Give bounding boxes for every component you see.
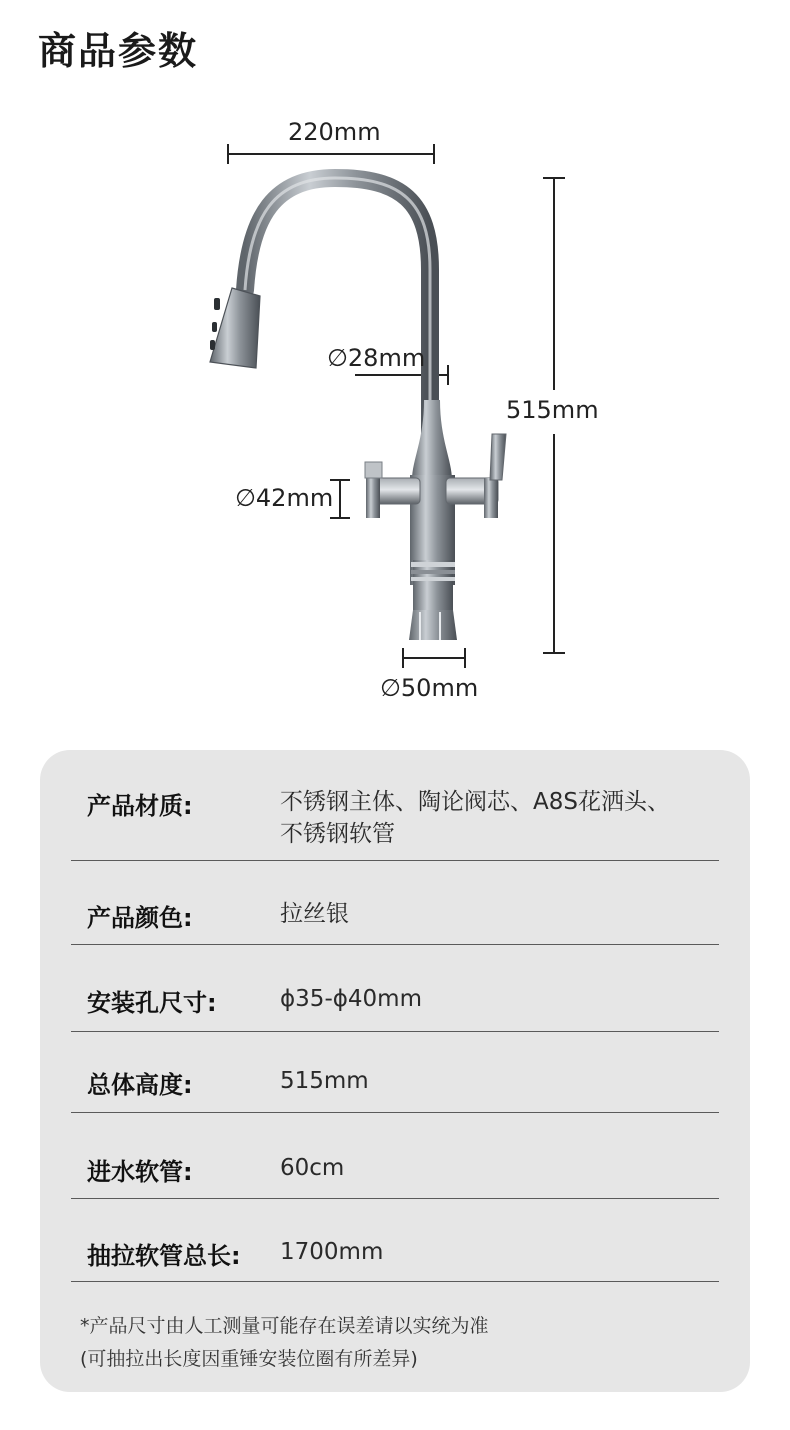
measurement-note: *产品尺寸由人工测量可能存在误差请以实统为准 [80, 1315, 489, 1337]
spout-diameter-label: ∅28mm [327, 344, 426, 372]
left-lever-icon [365, 462, 382, 478]
reach-label: 220mm [288, 118, 381, 146]
spec-label: 产品颜色: [87, 904, 193, 932]
faucet-base [409, 610, 457, 640]
spec-value: ϕ35-ϕ40mm [280, 986, 422, 1012]
spec-label: 进水软管: [87, 1158, 193, 1186]
height-label: 515mm [506, 396, 599, 424]
faucet-spout [245, 178, 430, 490]
reach-dimension-line [228, 144, 434, 164]
spec-label: 总体高度: [87, 1071, 193, 1099]
spec-label: 产品材质: [87, 792, 193, 820]
spec-value: 60cm [280, 1155, 345, 1181]
faucet-illustration [0, 100, 790, 720]
spec-row-pullout-hose [71, 1200, 719, 1282]
faucet-dimension-diagram [0, 100, 790, 720]
spec-row-material [71, 750, 719, 861]
body-diameter-label: ∅42mm [235, 484, 334, 512]
spec-label: 抽拉软管总长: [87, 1242, 241, 1270]
spec-row-height [71, 1033, 719, 1113]
spec-row-color [71, 862, 719, 945]
spec-panel [40, 750, 750, 1392]
pullout-note: (可抽拉出长度因重锤安装位圈有所差异) [80, 1348, 418, 1370]
base-diameter-label: ∅50mm [380, 674, 479, 702]
spec-value-line: 不锈钢主体、陶论阀芯、A8S花洒头、 [280, 789, 670, 815]
base-diameter-line [403, 648, 465, 668]
spec-value-line: 不锈钢软管 [280, 821, 395, 847]
spec-row-hole-size [71, 946, 719, 1032]
right-lever-icon [490, 434, 506, 480]
spec-value [280, 786, 720, 850]
spec-value: 515mm [280, 1068, 369, 1094]
spec-value: 拉丝银 [280, 901, 349, 927]
spray-button-icon [214, 298, 220, 310]
spec-label: 安装孔尺寸: [87, 989, 217, 1017]
page-title: 商品参数 [38, 29, 199, 73]
spec-value: 1700mm [280, 1239, 384, 1265]
spec-row-inlet-hose [71, 1114, 719, 1199]
